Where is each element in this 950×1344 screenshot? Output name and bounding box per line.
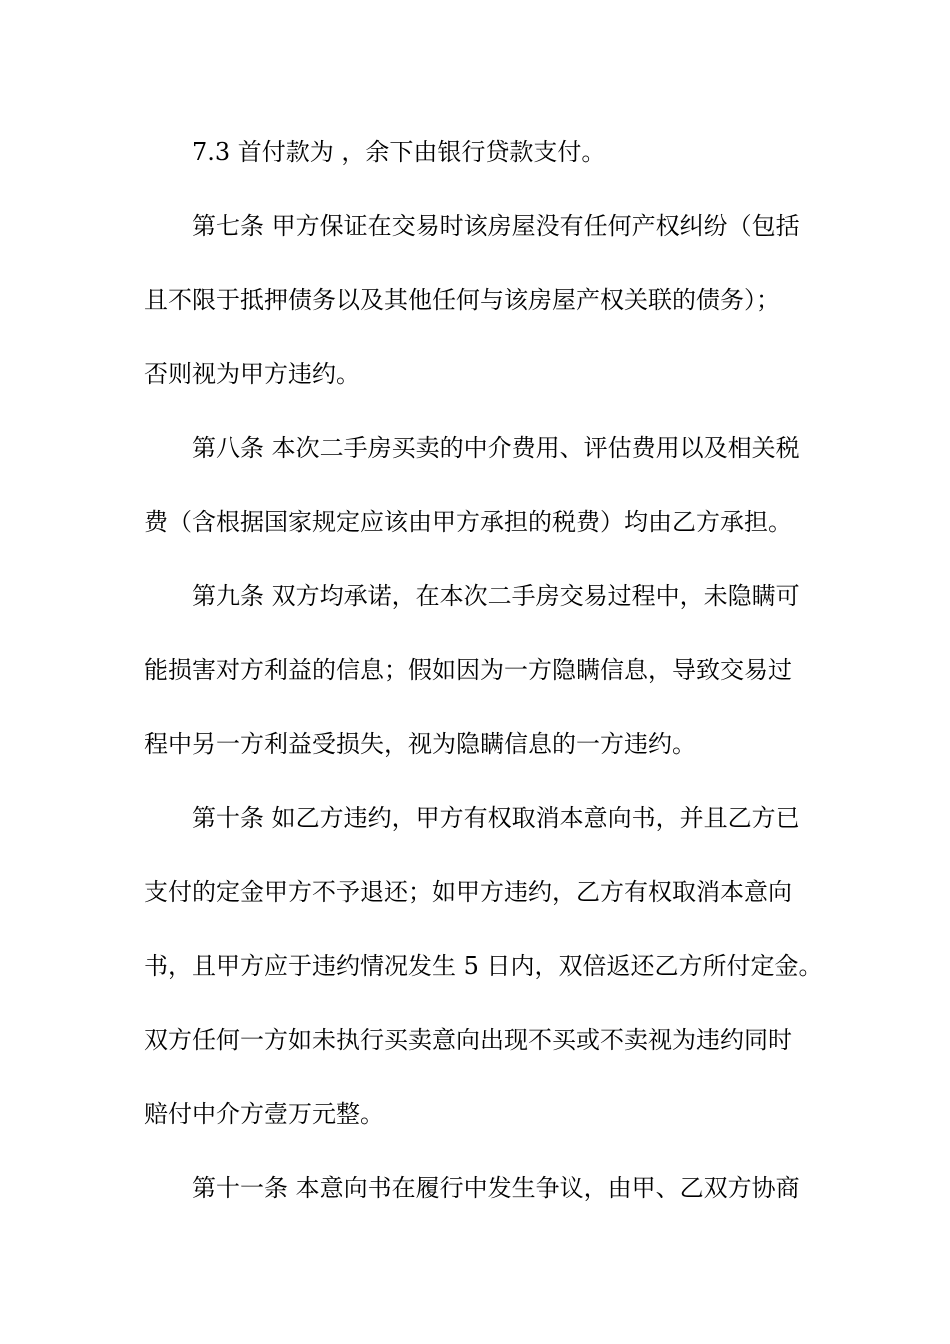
clause-11-line-1: 第十一条 本意向书在履行中发生争议，由甲、乙双方协商 xyxy=(192,1174,800,1202)
clause-10-line-4: 双方任何一方如未执行买卖意向出现不买或不卖视为违约同时 xyxy=(144,1026,792,1054)
clause-10-line-5: 赔付中介方壹万元整。 xyxy=(144,1100,384,1128)
clause-7-line-2: 且不限于抵押债务以及其他任何与该房屋产权关联的债务）； xyxy=(144,286,780,314)
clause-9-line-2: 能损害对方利益的信息；假如因为一方隐瞒信息，导致交易过 xyxy=(144,656,792,684)
clause-10-line-2: 支付的定金甲方不予退还；如甲方违约，乙方有权取消本意向 xyxy=(144,878,792,906)
clause-8-line-2: 费（含根据国家规定应该由甲方承担的税费）均由乙方承担。 xyxy=(144,508,792,536)
clause-9-line-1: 第九条 双方均承诺，在本次二手房交易过程中，未隐瞒可 xyxy=(192,582,800,610)
clause-7-line-1: 第七条 甲方保证在交易时该房屋没有任何产权纠纷（包括 xyxy=(192,212,800,240)
clause-9-line-3: 程中另一方利益受损失，视为隐瞒信息的一方违约。 xyxy=(144,730,696,758)
clause-10-line-1: 第十条 如乙方违约，甲方有权取消本意向书，并且乙方已 xyxy=(192,804,800,832)
clause-7-3-line: 7.3 首付款为 ，余下由银行贷款支付。 xyxy=(192,138,606,166)
clause-7-line-3: 否则视为甲方违约。 xyxy=(144,360,360,388)
clause-10-line-3: 书，且甲方应于违约情况发生 5 日内，双倍返还乙方所付定金。 xyxy=(144,952,823,980)
clause-8-line-1: 第八条 本次二手房买卖的中介费用、评估费用以及相关税 xyxy=(192,434,800,462)
